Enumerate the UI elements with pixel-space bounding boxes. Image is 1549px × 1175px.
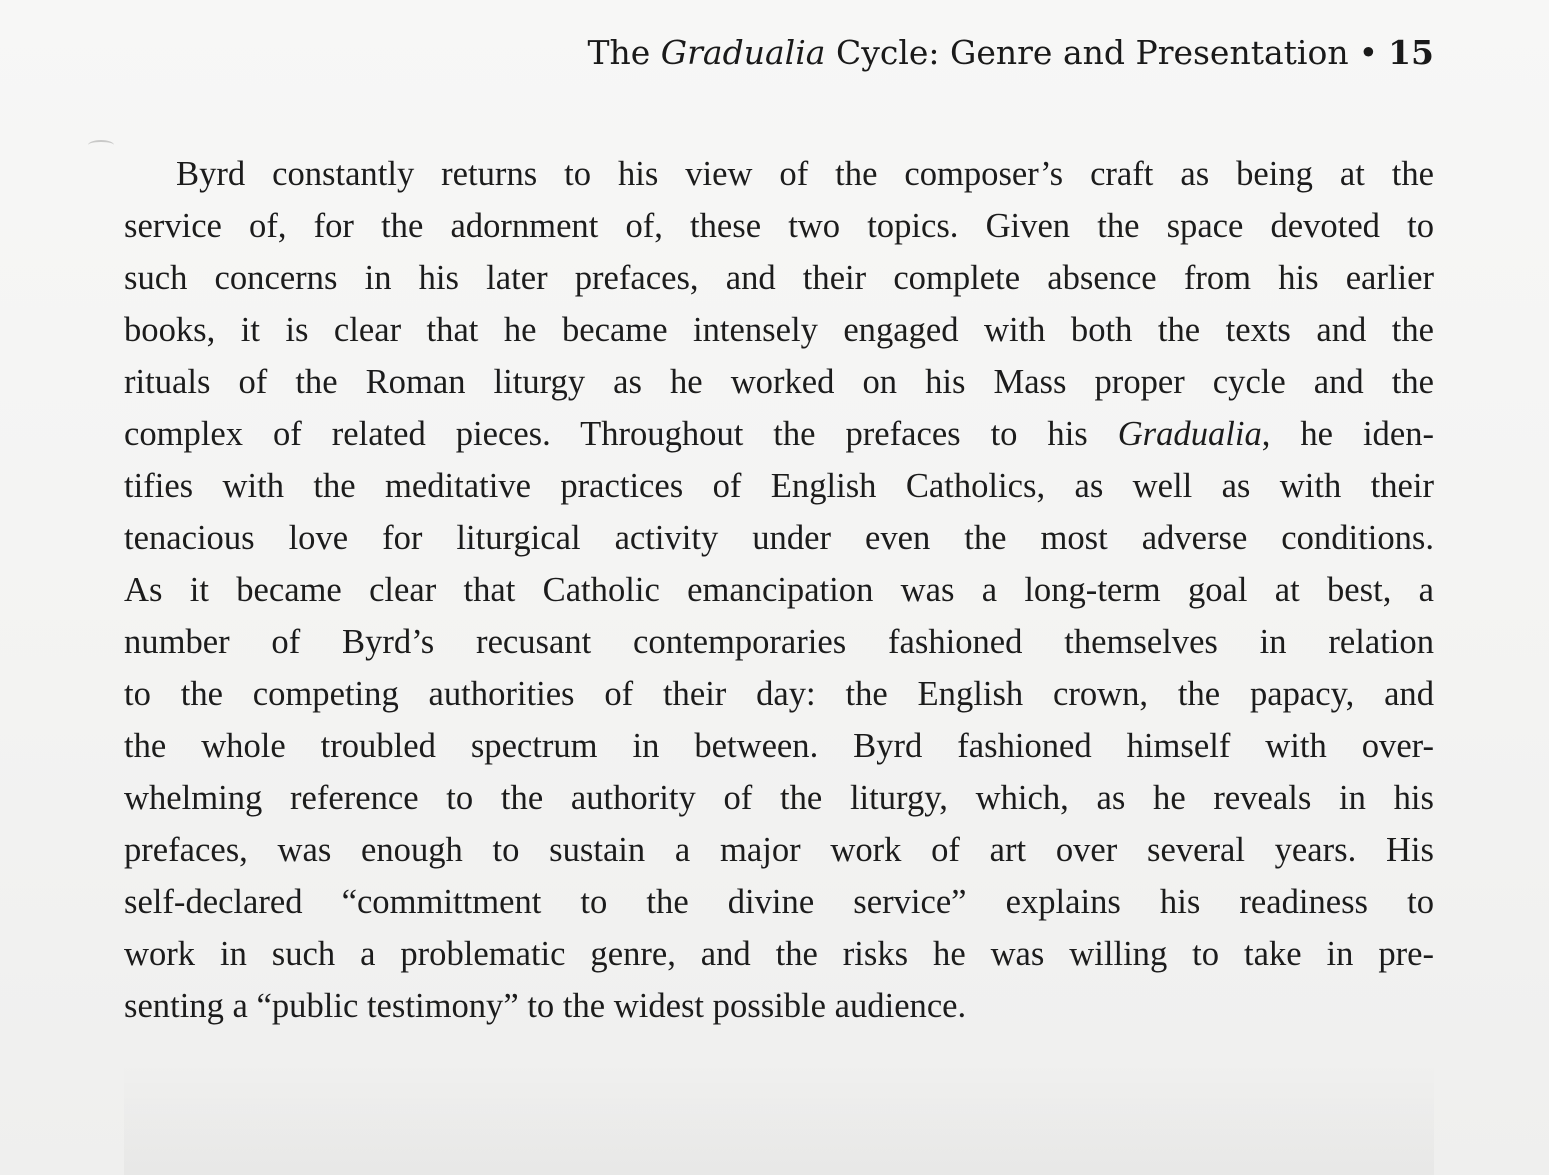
page-number: 15 bbox=[1388, 33, 1434, 72]
paragraph-line: rituals of the Roman liturgy as he worked on his Mass proper cycle and the bbox=[124, 363, 1434, 401]
paragraph-line: tifies with the meditative practices of English Catholics, as well as with their bbox=[124, 467, 1434, 505]
paragraph-line: As it became clear that Catholic emancipation was a long-term goal at best, a bbox=[124, 571, 1434, 609]
paragraph-line: prefaces, was enough to sustain a major work of art over several years. His bbox=[124, 831, 1434, 869]
line-text-pre: complex of related pieces. Throughout the prefaces to his bbox=[124, 415, 1118, 453]
paragraph-line-last: senting a “public testimony” to the widest possible audience. bbox=[124, 987, 967, 1025]
paragraph-line: the whole troubled spectrum in between. Byrd fashioned himself with over- bbox=[124, 727, 1434, 765]
paragraph-line: books, it is clear that he became intensely engaged with both the texts and the bbox=[124, 311, 1434, 349]
running-header bbox=[588, 30, 1435, 76]
header-title-pre: The bbox=[587, 33, 661, 72]
header-title-italic: Gradualia bbox=[660, 33, 826, 72]
paragraph-line: number of Byrd’s recusant contemporaries fashioned themselves in relation bbox=[124, 623, 1434, 661]
header-bullet: • bbox=[1358, 33, 1379, 72]
line-text-italic: Gradualia bbox=[1117, 415, 1262, 453]
paper-crease-mark bbox=[88, 140, 114, 150]
line-text-post: , he iden- bbox=[1261, 415, 1434, 453]
paragraph-line: whelming reference to the authority of the liturgy, which, as he reveals in his bbox=[124, 779, 1434, 817]
paragraph-line: to the competing authorities of their day: the English crown, the papacy, and bbox=[124, 675, 1434, 713]
paragraph-line: service of, for the adornment of, these two topics. Given the space devoted to bbox=[124, 207, 1434, 245]
page-bleed-through-shade bbox=[124, 1060, 1434, 1175]
paragraph-line: self-declared “committment to the divine service” explains his readiness to bbox=[124, 883, 1434, 921]
paragraph-line-with-italic bbox=[124, 408, 1434, 460]
header-title-post: Cycle: Genre and Presentation bbox=[825, 33, 1349, 72]
paragraph-line: work in such a problematic genre, and the risks he was willing to take in pre- bbox=[124, 935, 1434, 973]
paragraph-line: Byrd constantly returns to his view of the composer’s craft as being at the bbox=[176, 155, 1434, 193]
paragraph-line: tenacious love for liturgical activity under even the most adverse conditions. bbox=[124, 519, 1434, 557]
body-paragraph bbox=[124, 148, 1434, 1032]
paragraph-line: such concerns in his later prefaces, and their complete absence from his earlier bbox=[124, 259, 1434, 297]
